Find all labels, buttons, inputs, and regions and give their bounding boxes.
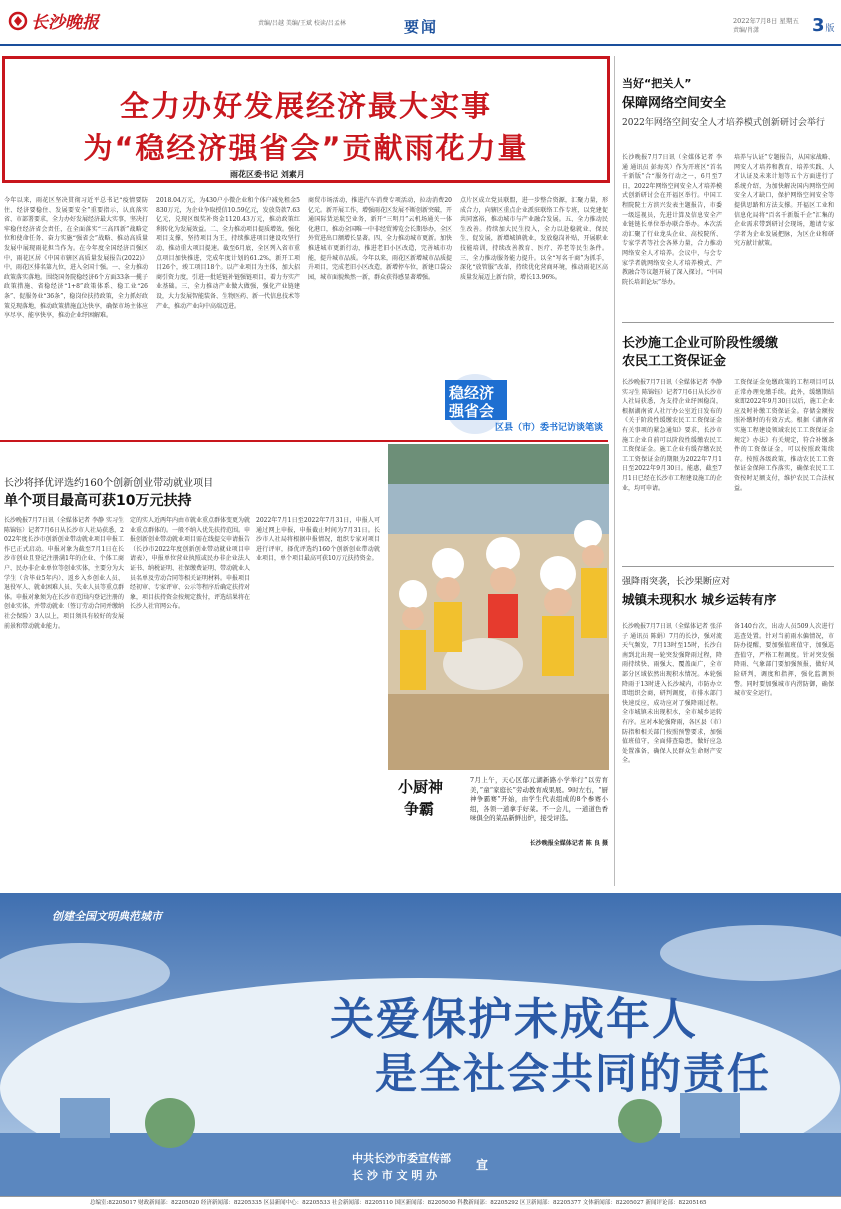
inset-caption: 区县（市）委书记访谈笔谈 — [494, 423, 603, 433]
footer-contacts: 总编室:82205017 财政新闻部：82205020 经济新闻部：82205335 区县新闻中心：82205533 社会新闻部：82205110 国区新闻部：82205030 科教新闻部：82205292 区卫新闻部：82205377 文体新闻部：82205027 新闻评论部：82205165 — [0, 1196, 841, 1209]
right-rule-2 — [622, 566, 834, 567]
right3-body-col2: 备140台次，出动人员509人次进行巡查处置。针对当前雨水偏情况，市防办提醒，要加强值班值守，加强巡查值守，严格工程调度。针对突发强降雨、气象部门要加强预报，做好风险研判，调度和指挥，强化监测预警。同时要加强城市内涝防御，确保城市安全运行。 — [734, 623, 834, 698]
story-kicker: 长沙将择优评选约160个创新创业带动就业项目 — [4, 478, 214, 489]
lead-body-col4: 点片区成立党员联盟，进一步整合资源，汇聚力量，形成合力，向辖区重点企业派驻联络工作专班，以党建促共同富裕，推动城市与产业融合发展。五、全力推动民生改善。持续加大民生投入，全力以赴稳就业、保民生、促发展，新增城镇就业，发放稳岗补贴，开展职业技能培训，持续改善教育、医疗、养老等民生条件。三、全力推动服务能力提升。以全“写名千商”为抓手，深化“放管服”改革，持续优化营商环境，推动雨花区高质量发展迈上新台阶，增长13.96%。 — [460, 197, 608, 281]
right-column-divider — [614, 56, 615, 886]
right2-title-1: 长沙施工企业可阶段性缓缴 — [622, 336, 779, 351]
right1-kicker: 当好“把关人” — [622, 77, 692, 90]
right1-body-col2: 培养与认证”专题报告，从国家战略、网安人才培养和教育、培养实践、人才认证及未来计划等五个方面进行了系统介绍，为加快解决国内网络空间安全人才缺口，保护网络空间安全等提供思路和方法支撑。开福区工业和信息化局将“百名千新版千企”汇集的企业需求带到研讨会现场，邀请专家学者为企业发展把脉，为区企业和研究方献计献策。 — [734, 154, 834, 248]
photo-credit: 长沙晚报全媒体记者 陈 良 摄 — [529, 840, 608, 847]
right2-body-col2: 工资保证金免缴政策的工程项目可以正常办理免缴手续。此外，缓缴期结束即2022年9月30日以后，施工企业应及时补缴工资保证金。存储金额按照补缴时的有效方式。根据《湖南省实施工程建设领域农民工工资保证金规定》办法》有关规定，符合补缴条件的工资保证金，可以按照政策续存。按照各级政策，推动农民工工资保证金保障工作落实，确保农民工工资按时足额支付，维护农民工合法权益。 — [734, 379, 834, 492]
lead-body-col3: 商贸市场活动，推进汽车消费专项活动，拉动消费20亿元。新开展工作，增强雨花区发展不断创新突破，开通国际货运航空业务，新开“三明月”云机场通关一体化港口，推动全国唯一中非经贸博览会长期举办，全区外贸进出口额增长显著。四、全力推动城市更新。加快推进城市更新行动，推进老旧小区改造，完善城市功能，提升城市品质。今年以来，雨花区新增城市品质提升项目，完成老旧小区改造，新增停车位，新建口袋公园，城市面貌焕然一新，群众获得感显著增强。 — [308, 197, 452, 281]
civilization-banner — [0, 893, 841, 1196]
inset-title-1: 稳经济 — [449, 384, 495, 402]
header-editors: 责编/吕越 美编/王斌 校读/吕孟林 — [258, 20, 346, 27]
interview-inset — [437, 374, 603, 438]
page-number-label: 版 — [825, 24, 835, 34]
photo-caption-title-2: 争霸 — [404, 800, 435, 818]
right2-body-col1: 长沙晚报7月7日讯（全媒体记者 李静 实习生 陈锦钰）记者7月6日从长沙市人社局获悉，为支持企业纾困稳岗，根据湖南省人社厅办公室近日发布的《关于阶段性缓缴农民工工资保证金有关事项的紧急通知》要求，长沙市施工企业自前可以阶段性缓缴农民工工资保证金。施工企业有缓存缴农民工工资保证金的期限为2022年7月1日至2022年9月30日。能惠，截至7月1日已经在长沙市工程建设施工的企业，均可申请。 — [622, 379, 722, 492]
banner-slogan-1: 关爱保护未成年人 — [330, 994, 698, 1045]
story-body-col1: 长沙晚报7月7日讯（全媒体记者 李静 实习生 陈锦钰）记者7月6日从长沙市人社局获悉，2022年度长沙市创新创业带动就业项目申报工作已正式启动。申报对象为截至7月1日在长沙市创业且登记注册满1年的企业、个体工商户、民办非企业单位等创业实体，主要分为大学生（含毕业5年内）、返乡入乡创业人员、退役军人、就业困难人员、失业人员等重点群体。申报对象须为在长沙市范围内登记注册的创业实体，并带动就业（签订劳动合同并缴纳社会保险）3人以上，项目须具有较好的发展前景和带动就业能力。 — [4, 517, 124, 630]
header-rule — [0, 44, 841, 46]
story-title: 单个项目最高可获10万元扶持 — [4, 493, 192, 509]
lead-body-col2: 2018.04万元，为430户小微企业和个体户减免租金5830万元，为企业争取授信10.59亿元，发放贷款7.63亿元，兑现区级奖补资金1120.43万元，推动政策红利转化为发展效益。二、全力推动项目提质增效。强化项目支撑，坚持项目为王，持续推进项目建设攻坚行动，推动重大项目提速。截至6月底，全区列入省市重点项目加快推进，完成年度计划的61.2%，新开工项目26个，竣工项目18个。以产业项目为主体，加大招商引资力度，引进一批延链补链强链项目，着力夯实产业基础。三、全力推动产业做大做强，强化产业链建设，大力发展智能装备、生物医药、新一代信息技术等产业，推动产业向中高端迈进。 — [156, 197, 300, 310]
right1-subtitle: 2022年网络空间安全人才培养模式创新研讨会举行 — [622, 118, 825, 128]
lead-body-col1: 今年以来，雨花区坚决贯彻习近平总书记“疫情要防住、经济要稳住、发展要安全”重要指示，认真落实省、市部署要求，全力办好发展经济最大实事，坚决打牢稳住经济省会责任，在全面落实“三高四新”战略定位和使命任务、奋力实施“强省会”战略、推动高质量发展中展现雨花担当作为。在今年度全国经济百强区中，雨花区居《中国市辖区高质量发展报告(2022)》中，雨花区排名第九位，进入全国十强。一、全力推动政策落实落地。围绕国务院稳经济6个方面33条一揽子政策措施、省稳经济“1+8”政策体系、稳工业“26条”、促服务业“36条”，稳岗位扶持政策，全力抓好政策兑现落地，推动政策措施直达快享，确保市场主体应享尽享、能享快享，推动企业纾困解难。 — [4, 197, 148, 320]
banner-org-2: 长 沙 市 文 明 办 — [352, 1169, 438, 1182]
right1-title: 保障网络空间安全 — [622, 96, 727, 111]
lead-byline: 雨花区委书记 刘素月 — [230, 169, 305, 179]
story-body-col2: 定的实人近两年内由市就业重点群体变更为就业重点群体的。一般不纳入优先扶持范围。申报创新创业带动就业项目需在线提交申请报告（长沙市2022年度创新创业带动就业项目申请表），申报单位营业执照或民办非企业法人证书、纳税证明、社保缴费证明、带动就业人员名单及劳动合同等相关证明材料。申报项目经初审、专家评审、公示等程序后确定扶持对象，项目扶持资金按规定拨付，评选结果将在长沙人社官网公布。 — [130, 517, 250, 611]
lead-title-line1: 全力办好发展经济最大实事 — [119, 89, 492, 123]
logo-icon — [8, 11, 28, 31]
page-number-digit: 3 — [812, 15, 825, 36]
section-divider — [0, 440, 608, 442]
right2-title-2: 农民工工资保证金 — [622, 354, 727, 369]
right3-kicker: 强降雨突袭，长沙果断应对 — [622, 577, 731, 587]
photo-caption-title-1: 小厨神 — [398, 778, 444, 796]
story-body-col3: 2022年7月1日至2022年7月31日，申报人可通过网上申报，申报截止时间为7月31日。长沙市人社局将根据申报情况，组织专家对项目进行评审，择优评选约160个创新创业带动就业项目，单个项目最高可获10万元扶持资金。 — [256, 517, 380, 563]
logo — [8, 8, 99, 33]
right3-title: 城镇未现积水 城乡运转有序 — [622, 592, 777, 607]
photo-caption: 7月上午，天心区郁元湖新路小学举行“以劳育美，”童“家庭长”劳动教育成果展。9时左右，“厨神争霸赛”开始，由学生代表组成的8个参赛小组，各领一道拿手好菜。不一会儿，一道道色香味俱全的菜品新鲜出炉，接受评选。 — [470, 776, 608, 823]
lead-title-line2: 为“稳经济强省会”贡献雨花力量 — [83, 131, 529, 165]
kids-cooking-illustration — [388, 444, 609, 770]
header-date: 2022年7月8日 星期五 — [733, 17, 799, 25]
inset-title-2: 强省会 — [449, 402, 495, 420]
banner-slogan-2: 是全社会共同的责任 — [375, 1049, 772, 1098]
banner-org-3: 宣 — [476, 1158, 489, 1172]
banner-header: 创建全国文明典范城市 — [52, 910, 162, 923]
header-editors-2: 责编/肖潇 — [733, 27, 760, 34]
page-number — [812, 15, 835, 36]
right3-body-col1: 长沙晚报7月7日讯（全媒体记者 张洋子 通讯员 陈娟）7月的长沙，强对流天气频发，7月13时至15时，长沙白南到北出现一轮突发强降雨过程，降雨持续快、雨强大、覆盖面广，全市部分区域依然出现积水情况。本轮强降雨于13时进入长沙城内，市防办立即组织会商，研判调度，市排水部门快速反应，成功应对了强降雨过程。全市城镇未出现积水，全市城乡运转有序。应对本轮强降雨，各区县（市）防指和相关部门按照预警要求，加强值班值守，全面排查隐患，做好应急处置准备，确保人民群众生命财产安全。 — [622, 623, 722, 765]
logo-text: 长沙晚报 — [31, 13, 99, 33]
banner-org-1: 中共长沙市委宣传部 — [352, 1152, 451, 1165]
masthead — [0, 0, 841, 44]
news-photo — [388, 444, 609, 770]
section-title: 要闻 — [404, 18, 439, 36]
right-rule-1 — [622, 322, 834, 323]
right1-body-col1: 长沙晚报7月7日讯（全媒体记者 李 通 通讯员 彭海英）作为开班区“首名千新版”合“服务行动之一，6月至7日，2022年网络空间安全人才培养模式创新研讨会在开福区举行。中国工程院院士方滨兴发表主题报告，市委一级巡视员，先进计算及信息安全产业链链长单位举办联合举办。本次活动汇聚了行业龙头企业、高校院所、专家学者等社会各界力量，合力推动网络安全人才培养。会议中，与会专家学者就网络安全人才培养模式、产教融合等议题开展了深入探讨。“中国院长培训论坛”举办。 — [622, 154, 722, 286]
